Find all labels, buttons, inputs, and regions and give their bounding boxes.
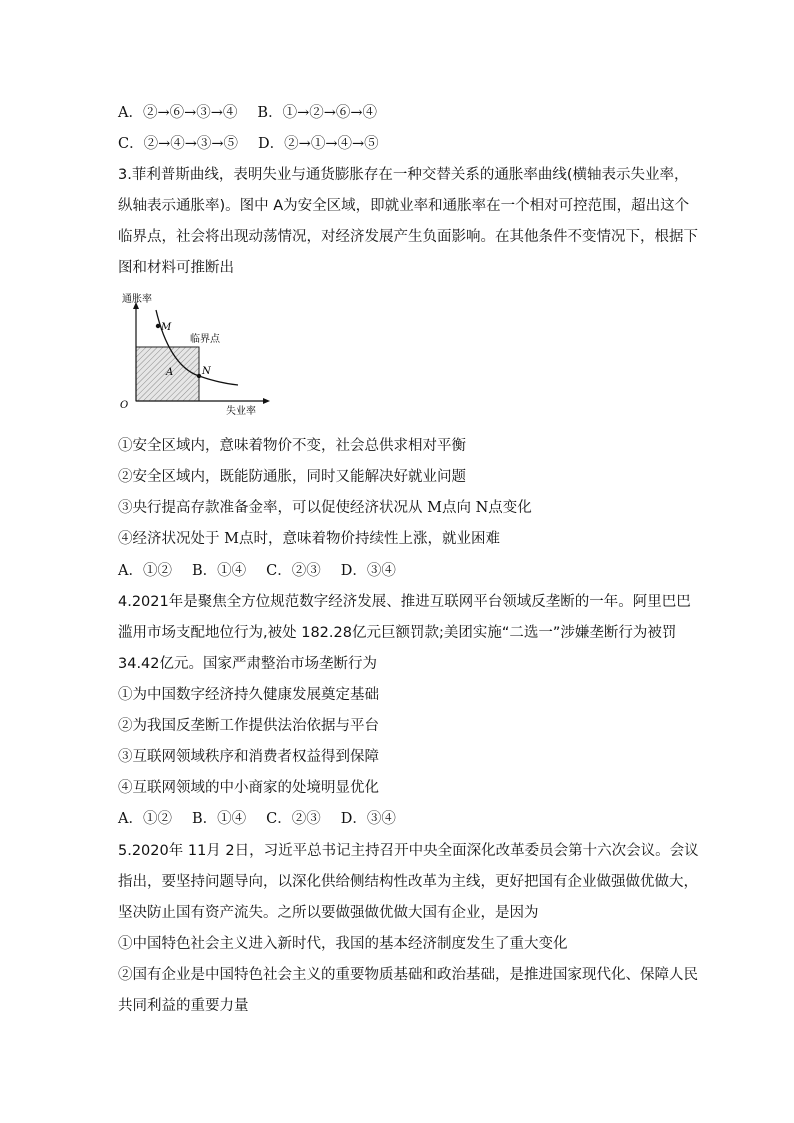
q2-option-b: B．①→②→⑥→④	[257, 105, 378, 121]
q2-option-a: A．②→⑥→③→④	[118, 105, 238, 121]
q3-stem-line: 纵轴表示通胀率)。图中 A为安全区域，即就业率和通胀率在一个相对可控范围，超出这个	[118, 198, 690, 214]
q4-item: ①为中国数字经济持久健康发展奠定基础	[118, 687, 379, 703]
origin-label: O	[120, 400, 129, 411]
point-m-marker	[156, 324, 160, 328]
q3-option-b: B．①④	[191, 563, 247, 579]
q2-options-row-1	[118, 103, 377, 123]
q4-option-d: D．③④	[340, 811, 396, 827]
q4-options	[118, 809, 396, 829]
critical-point-label: 临界点	[190, 334, 220, 345]
y-axis-label: 通胀率	[122, 294, 152, 305]
q3-item: ①安全区域内，意味着物价不变，社会总供求相对平衡	[118, 438, 466, 454]
q4-item: ④互联网领域的中小商家的处境明显优化	[118, 780, 379, 796]
q3-options	[118, 561, 396, 581]
q2-options-row-2	[118, 134, 379, 154]
point-m-label: M	[161, 322, 172, 333]
q4-option-a: A．①②	[118, 811, 172, 827]
x-axis-label: 失业率	[226, 406, 256, 417]
point-n-marker	[197, 374, 201, 378]
q4-option-c: C．②③	[266, 811, 321, 827]
point-n-label: N	[202, 366, 211, 377]
q4-stem-line: 滥用市场支配地位行为,被处 182.28亿元巨额罚款;美团实施“二选一”涉嫌垄断行为被罚	[118, 625, 677, 641]
q4-stem-line: 34.42亿元。国家严肃整治市场垄断行为	[118, 656, 378, 672]
q3-stem-line: 3.菲利普斯曲线，表明失业与通货膨胀存在一种交替关系的通胀率曲线(横轴表示失业率，	[118, 167, 689, 183]
q4-option-b: B．①④	[191, 811, 247, 827]
q5-stem-line: 坚决防止国有资产流失。之所以要做强做优做大国有企业，是因为	[118, 905, 539, 921]
q4-item: ③互联网领域秩序和消费者权益得到保障	[118, 749, 379, 765]
q3-option-c: C．②③	[266, 563, 321, 579]
q3-stem-line: 临界点，社会将出现动荡情况，对经济发展产生负面影响。在其他条件不变情况下，根据下	[118, 229, 698, 245]
q3-stem-line: 图和材料可推断出	[118, 260, 234, 276]
q4-item: ②为我国反垄断工作提供法治依据与平台	[118, 718, 379, 734]
q5-stem-line: 5.2020年 11月 2日，习近平总书记主持召开中央全面深化改革委员会第十六次会议。会议	[118, 843, 699, 859]
q4-stem-line: 4.2021年是聚焦全方位规范数字经济发展、推进互联网平台领域反垄断的一年。阿里巴巴	[118, 594, 691, 610]
q3-option-a: A．①②	[118, 563, 172, 579]
q5-item: ②国有企业是中国特色社会主义的重要物质基础和政治基础，是推进国家现代化、保障人民	[118, 967, 698, 983]
q3-option-d: D．③④	[340, 563, 396, 579]
q2-option-d: D．②→①→④→⑤	[258, 136, 379, 152]
safe-area-label: A	[166, 367, 174, 378]
q3-item: ③央行提高存款准备金率，可以促使经济状况从 M点向 N点变化	[118, 500, 532, 516]
q5-item: ①中国特色社会主义进入新时代，我国的基本经济制度发生了重大变化	[118, 936, 568, 952]
q3-item: ②安全区域内，既能防通胀，同时又能解决好就业问题	[118, 469, 466, 485]
q2-option-c: C．②→④→③→⑤	[118, 136, 239, 152]
q5-stem-line: 指出，要坚持问题导向，以深化供给侧结构性改革为主线，更好把国有企业做强做优做大，	[118, 874, 698, 890]
q3-item: ④经济状况处于 M点时，意味着物价持续性上涨，就业困难	[118, 531, 500, 547]
x-axis-arrow	[263, 398, 270, 404]
phillips-curve-figure	[116, 292, 286, 417]
q5-item-continuation: 共同利益的重要力量	[118, 998, 249, 1014]
